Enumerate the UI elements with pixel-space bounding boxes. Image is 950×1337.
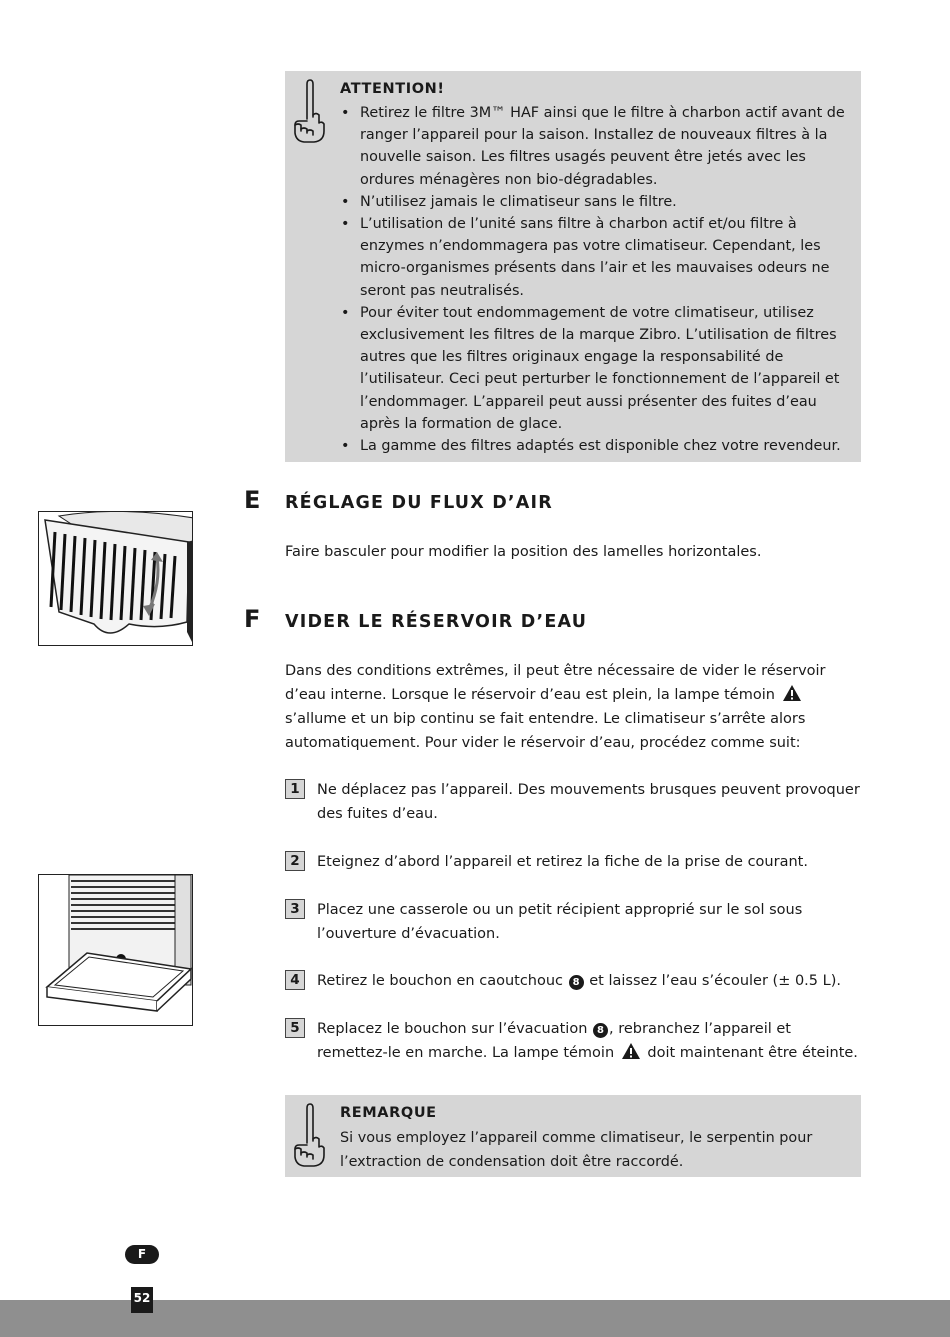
remarque-box — [285, 1095, 861, 1177]
circled-number-icon: 8 — [569, 975, 584, 990]
section-e-letter: E — [244, 486, 261, 514]
airflow-flap-illustration — [38, 511, 193, 646]
step-text: Placez une casserole ou un petit récipient approprié sur le sol sous l’ouverture d’évacuation. — [317, 902, 803, 942]
section-f-letter: F — [244, 605, 261, 633]
step-number: 3 — [285, 899, 305, 919]
step-text-part: doit maintenant être éteinte. — [647, 1045, 858, 1061]
list-item: • Retirez le filtre 3M™ HAF ainsi que le filtre à charbon actif avant de ranger l’appareil pour la saison. Installez de nouveaux filtres à la nouvelle saison. Les filtres usagés peuvent être jetés avec les ordures ménagères non bio-dégradables. — [340, 102, 851, 191]
list-item: • L’utilisation de l’unité sans filtre à charbon actif et/ou filtre à enzymes n’endommagera pas votre climatiseur. Cependant, les micro-organismes présents dans l’air et les mauvaises odeurs ne seront pas neutralisés. — [340, 213, 851, 302]
section-e-text: Faire basculer pour modifier la position des lamelles horizontales. — [285, 544, 762, 560]
remarque-title: REMARQUE — [340, 1105, 437, 1121]
pointing-hand-icon — [292, 1103, 326, 1167]
circled-number-icon: 8 — [593, 1023, 608, 1038]
attention-box — [285, 71, 861, 462]
step-number: 2 — [285, 851, 305, 871]
step-number: 5 — [285, 1018, 305, 1038]
step-text: Ne déplacez pas l’appareil. Des mouvements brusques peuvent provoquer des fuites d’eau. — [317, 782, 860, 822]
remarque-text: Si vous employez l’appareil comme climatiseur, le serpentin pour l’extraction de condensation doit être raccordé. — [340, 1130, 813, 1170]
step-1 — [285, 778, 863, 826]
section-f-title: VIDER LE RÉSERVOIR D’EAU — [285, 612, 588, 632]
step-text-part: Retirez le bouchon en caoutchouc — [317, 973, 564, 989]
warning-triangle-icon — [621, 1042, 641, 1060]
list-item: • La gamme des filtres adaptés est disponible chez votre revendeur. — [340, 435, 851, 457]
section-e-title: RÉGLAGE DU FLUX D’AIR — [285, 493, 553, 513]
attention-title: ATTENTION! — [340, 81, 445, 97]
list-item: • Pour éviter tout endommagement de votre climatiseur, utilisez exclusivement les filtres de la marque Zibro. L’utilisation de filtres autres que les filtres originaux engage la responsabilité de l’utilisateur. Ceci peut perturber le fonctionnement de l’appareil et l’endommager. L’appareil peut aussi présenter des fuites d’eau après la formation de glace. — [340, 302, 851, 435]
step-text-part: et laissez l’eau s’écouler (± 0.5 L). — [589, 973, 841, 989]
step-text-part: , rebranchez l’appareil et remettez-le en marche. La lampe témoin — [317, 1021, 791, 1061]
page-number: 52 — [131, 1287, 153, 1313]
warning-triangle-icon — [782, 684, 802, 702]
step-3 — [285, 898, 863, 946]
drain-tray-illustration — [38, 874, 193, 1026]
step-text-part: Replacez le bouchon sur l’évacuation — [317, 1021, 588, 1037]
step-text: Eteignez d’abord l’appareil et retirez la fiche de la prise de courant. — [317, 854, 808, 870]
step-4 — [285, 969, 863, 993]
step-2 — [285, 850, 863, 874]
list-item: • N’utilisez jamais le climatiseur sans le filtre. — [340, 191, 851, 213]
step-text — [317, 969, 863, 993]
section-f-intro — [285, 659, 863, 755]
pointing-hand-icon — [292, 79, 326, 143]
step-number: 1 — [285, 779, 305, 799]
step-5 — [285, 1017, 863, 1065]
intro-text-part2: s’allume et un bip continu se fait entendre. Le climatiseur s’arrête alors automatiquement. Pour vider le réservoir d’eau, procédez comme suit: — [285, 711, 806, 751]
step-text — [317, 1017, 863, 1065]
attention-list — [340, 102, 851, 457]
language-badge: F — [125, 1245, 159, 1264]
step-number: 4 — [285, 970, 305, 990]
intro-text-part1: Dans des conditions extrêmes, il peut être nécessaire de vider le réservoir d’eau interne. Lorsque le réservoir d’eau est plein, la lampe témoin — [285, 663, 826, 703]
